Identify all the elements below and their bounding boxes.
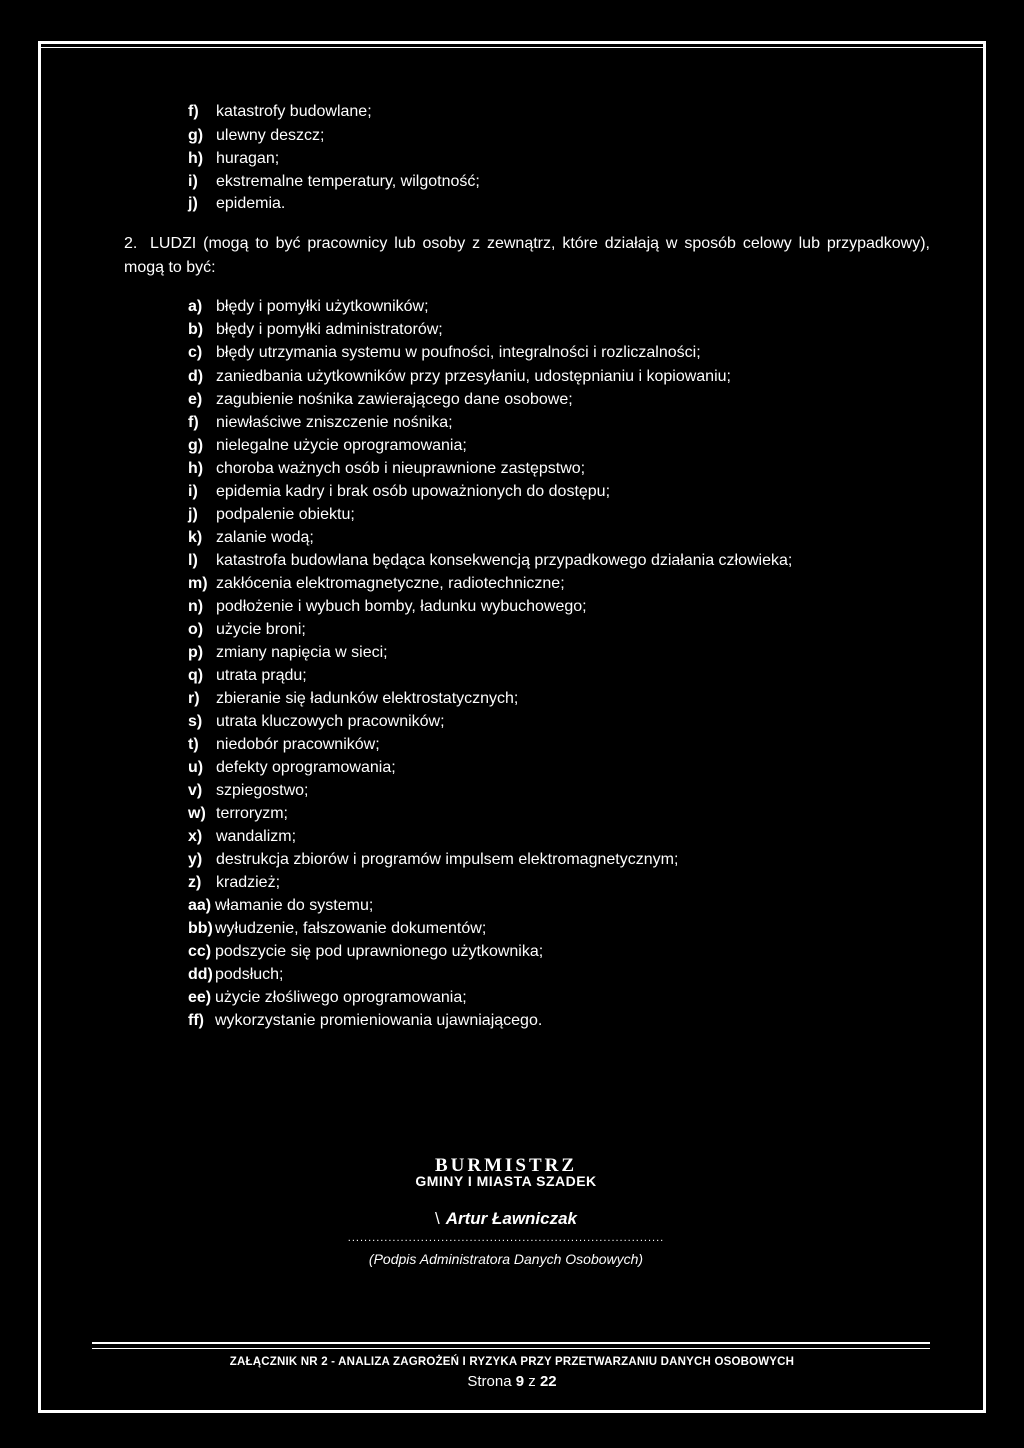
list-item: b) błędy i pomyłki administratorów; [188, 321, 443, 338]
page-frame-right [983, 41, 986, 1413]
page-total: 22 [539, 1373, 557, 1390]
signature-mark-icon: \ [434, 1209, 440, 1228]
list-item: r) zbieranie się ładunków elektrostatycznych; [188, 690, 519, 707]
signature-dotted-line: .............................................................................. [347, 1232, 665, 1244]
page-number: Strona 9 z 22 [467, 1373, 557, 1390]
footer-title: ZAŁĄCZNIK NR 2 - ANALIZA ZAGROŻEŃ I RYZYKA PRZY PRZETWARZANIU DANYCH OSOBOWYCH [229, 1356, 795, 1368]
list-item: x) wandalizm; [188, 828, 297, 845]
signature-caption: (Podpis Administratora Danych Osobowych) [368, 1251, 644, 1267]
list-item: z) kradzież; [188, 874, 281, 891]
page-current: 9 [515, 1373, 525, 1390]
list-item: w) terroryzm; [188, 805, 288, 822]
list-item: u) defekty oprogramowania; [188, 759, 396, 776]
list-item: j) epidemia. [188, 195, 286, 212]
list-item: bb) wyłudzenie, fałszowanie dokumentów; [188, 920, 487, 937]
list-item: e) zagubienie nośnika zawierającego dane osobowe; [188, 391, 573, 408]
signature-subtitle: GMINY I MIASTA SZADEK [415, 1173, 597, 1189]
list-item: ee) użycie złośliwego oprogramowania; [188, 989, 467, 1006]
page-frame-bottom [38, 1410, 986, 1413]
section-text: LUDZI (mogą to być pracownicy lub osoby z zewnątrz, które działają w sposób celowy lub przypadkowy), mogą to być: [124, 235, 930, 276]
list-item: cc) podszycie się pod uprawnionego użytkownika; [188, 943, 544, 960]
list-item: aa) włamanie do systemu; [188, 897, 374, 914]
list-item: p) zmiany napięcia w sieci; [188, 644, 388, 661]
list-item: h) huragan; [188, 150, 280, 167]
list-item: v) szpiegostwo; [188, 782, 309, 799]
section-number: 2. [124, 235, 138, 252]
list-item: g) nielegalne użycie oprogramowania; [188, 437, 467, 454]
page-frame-top [38, 41, 986, 44]
section-2-paragraph [124, 232, 930, 280]
list-item: d) zaniedbania użytkowników przy przesyłaniu, udostępnianiu i kopiowaniu; [188, 368, 731, 385]
list-item: i) epidemia kadry i brak osób upoważnionych do dostępu; [188, 483, 611, 500]
signature-name: \ Artur Ławniczak [434, 1209, 578, 1228]
list-item: k) zalanie wodą; [188, 529, 314, 546]
list-item: f) katastrofy budowlane; [188, 103, 372, 120]
page-frame-left [38, 41, 41, 1413]
list-item: j) podpalenie obiektu; [188, 506, 355, 523]
list-item: ff) wykorzystanie promieniowania ujawniającego. [188, 1012, 543, 1029]
list-item: s) utrata kluczowych pracowników; [188, 713, 445, 730]
list-item: y) destrukcja zbiorów i programów impulsem elektromagnetycznym; [188, 851, 679, 868]
list-item: l) katastrofa budowlana będąca konsekwencją przypadkowego działania człowieka; [188, 552, 793, 569]
list-item: c) błędy utrzymania systemu w poufności, integralności i rozliczalności; [188, 344, 701, 361]
footer-divider-thin [92, 1348, 930, 1349]
list-item: t) niedobór pracowników; [188, 736, 380, 753]
list-item: h) choroba ważnych osób i nieuprawnione zastępstwo; [188, 460, 586, 477]
list-item: m) zakłócenia elektromagnetyczne, radiotechniczne; [188, 575, 565, 592]
list-item: n) podłożenie i wybuch bomby, ładunku wybuchowego; [188, 598, 587, 615]
page-frame-top-inner [38, 47, 986, 48]
list-item: g) ulewny deszcz; [188, 127, 325, 144]
list-item: i) ekstremalne temperatury, wilgotność; [188, 173, 480, 190]
list-item: dd) podsłuch; [188, 966, 284, 983]
list-item: q) utrata prądu; [188, 667, 307, 684]
signature-title: BURMISTRZ [434, 1155, 578, 1176]
list-item: o) użycie broni; [188, 621, 306, 638]
list-item: f) niewłaściwe zniszczenie nośnika; [188, 414, 453, 431]
list-item: a) błędy i pomyłki użytkowników; [188, 298, 429, 315]
footer-divider [92, 1342, 930, 1344]
